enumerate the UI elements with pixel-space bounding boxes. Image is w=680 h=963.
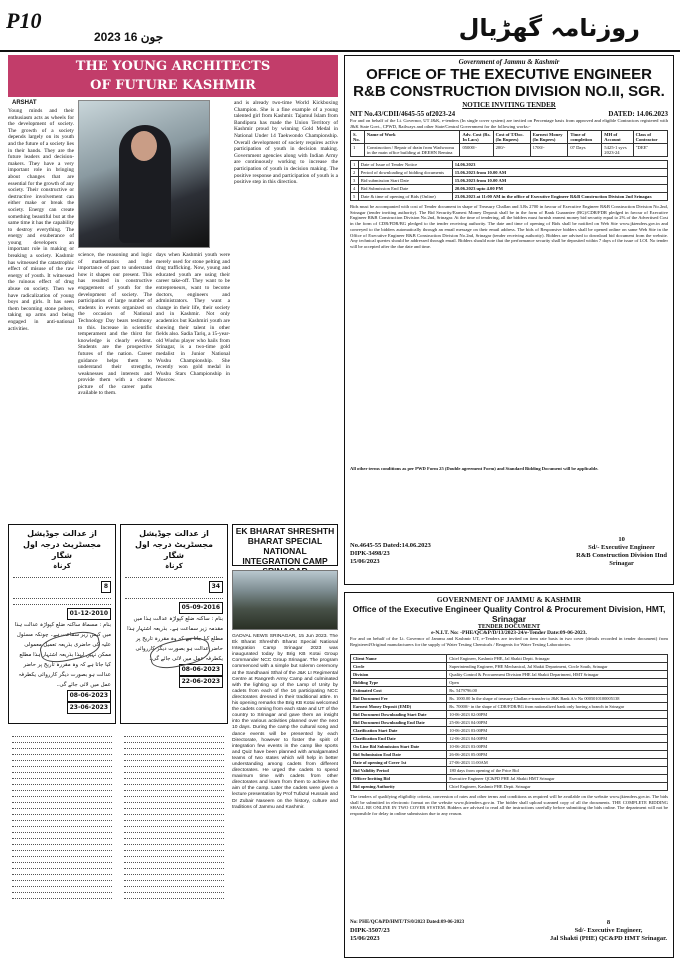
notice2-body: The tenders of qualifying eligibility criteria, conversion of rates and other terms and conditions as required will be available on the website www.jktenders.gov.in. The bids shall be submitted in electronic format on the website www.jktenders.gov.in. The bidder shall upload scanned copy of all the documents. THE COMPLETE BIDDING SHALL BE ONLINE IN TWO COVER SYSTEM. Bidders are advised to read all the instructions carefully before submitting the bids online. The department will not be responsible for delay in online submission due to any reason. [350, 794, 668, 817]
notice2-nit: e-N.I.T. No: -PHE/QC&P/D/13/2023-24/e-Tender Date:09-06-2023. [431, 630, 587, 636]
notice1-intro: For and on behalf of the Lt. Governor, UT J&K, e-tenders (In single cover system) are invited on Percentage basis from approved and eligible Contractors registered with J&K State Govt., CPWD, Railways and other State/Central Government for the following works:- [350, 118, 668, 129]
table-cell: 2 [351, 169, 359, 177]
table-row [351, 743, 668, 751]
urdu-column-left [8, 728, 116, 958]
urdu-notice-1-text: بنام : مسماۃ ساکنہ ضلع کپواڑہ عدالت ہذا میں کیس زیر سماعت ہے۔ چونکہ مسئول علیہ کی حاضری بذریعہ تعمیل معمولی ممکن نہیں لہذا بذریعہ اشتہار ہذا مطلع کیا جاتا ہے کہ وہ مقررہ تاریخ پر حاضر عدالت ہو بصورت دیگر کارروائی یکطرفہ عمل میں لائی جائے گی۔ [14, 622, 111, 688]
table-cell: Clarification End Date [351, 735, 447, 743]
table-cell: 15.06.2023 from 10.00 AM [452, 169, 667, 177]
table-header-cell: Adv. Cost (Rs. In Lacs) [460, 131, 493, 144]
table-header-cell: Time of completion [568, 131, 602, 144]
table-cell: 10-06-2023 02:00PM [447, 711, 668, 719]
table-row [351, 663, 668, 671]
urdu-notice-1-case: 8 [101, 581, 111, 593]
photo-face [131, 131, 157, 161]
urdu-notice-2-heading: از عدالت جوڈیشل مجسٹریٹ درجہ اول شگار [135, 529, 213, 560]
table-cell: 26-06-2023 05:00PM [447, 751, 668, 759]
notice1-footer-note: All other terms conditions as per PWD Form 25 (Double agreement Form) and Standard Bidding Document will be applicable. [350, 466, 599, 471]
notice2-government: GOVERNMENT OF JAMMU & KASHMIR [436, 595, 582, 604]
table-header-cell: Earnest Money (In Rupees) [530, 131, 568, 144]
table-cell: Estimated Cost [351, 687, 447, 695]
urdu-notice-2-date-b: 08-06-2023 [179, 664, 223, 676]
table-cell: 07 Days [568, 144, 602, 157]
urdu-column-right [120, 728, 228, 958]
notice2-dipk-date: 15/06/2023 [350, 935, 380, 942]
ebsb-line1: EK BHARAT SHRESHTH [235, 526, 335, 536]
urdu-filler-lines-2 [124, 734, 224, 899]
table-row [351, 679, 668, 687]
notice1-subtitle: NOTICE INVITING TENDER [462, 101, 556, 109]
table-row [351, 695, 668, 703]
notice1-dipk-date: 15/06/2023 [350, 558, 380, 565]
urdu-notice-1-date-a: 01-12-2010 [67, 608, 111, 620]
table-cell: 180 days from opening of the Price Bid [447, 767, 668, 775]
notice1-reference [350, 542, 431, 566]
table-cell: 5425-1 syvs 2023-24 [602, 144, 633, 157]
article-column-3: days when Kashmiri youth were merely used for stone pelting and drug trafficking. Now, young and educated youth are using their career take-off. They want to be entrepreneurs, want to become doctors, engineers and administrators. They want a change in their life, their society and in Kashmir. Not only academics but Kashmiri youth are showing their talent in other fields also. Sadia Tariq, a 15-year-old Wushu player who hails from Srinagar, is a two-time gold medalist in Junior National Wushu Championship. She recently won gold medal in Wushu Stars Championship in Moscow. [156, 252, 230, 384]
notice1-nit-date: DATED: 14.06.2023 [608, 110, 668, 118]
table-cell: "DEE" [633, 144, 667, 157]
article-heading [8, 55, 338, 97]
ebsb-line3: INTEGRATION CAMP [242, 556, 328, 566]
table-row [351, 671, 668, 679]
table-cell: 1700/- [530, 144, 568, 157]
notice2-intro: For and on behalf of the Lt. Governor of Jammu and Kashmir UT, e-Tenders are invited on item rate basis in two cover (details recorded in tender document) from Registered/Original manufacturers for the supply of Water Testing Chemicals / Reagents for Water Testing Laboratories. [350, 636, 668, 647]
urdu-filler-lines-1 [12, 734, 112, 899]
article-photo [78, 100, 210, 248]
notice1-government: Government of Jammu & Kashmir [458, 58, 560, 66]
table-row [351, 193, 668, 201]
table-cell: 23.06.2023 at 11:00 AM in the office of Executive Engineer R&B Construction Division 2nd Srinagar. [452, 193, 667, 201]
ebsb-photo [232, 570, 338, 630]
table-cell: 05000/- [460, 144, 493, 157]
notice2-subtitle: TENDER DOCUMENT [477, 624, 541, 630]
notice1-sign-office2: Srinagar [609, 560, 634, 567]
article-column-2: science, the reasoning and logic of mathematics and the importance of past to understand how it shapes our present. This has resulted in constructive engagement of youth for the development of society. The participation of large number of students in events organized on the occasion of National Technology Day bears testimony to this. Increase in scientific temperament and the thirst for knowledge is clearly evident. Students are the prospective futures of the nation. Career guidance helps them to understand their strengths, weaknesses and interests and provide them with a clearer picture of the career paths available to them. [78, 252, 152, 397]
table-cell: Construction / Repair of drain from Wadwoonu in the main office building at DEEHN Remina [364, 144, 460, 157]
notice1-sign-office1: R&B Construction Division IInd [576, 552, 667, 559]
table-cell: Bid Validity Period [351, 767, 447, 775]
table-cell: 4 [351, 185, 359, 193]
notice2-reference [350, 919, 464, 943]
notice1-nit-no: NIT No.43/CDII/4645-55 of2023-24 [350, 110, 456, 118]
table-cell: Rs. 1000.00 In the shape of treasury Challan e-transfer to J&K Bank A/c No 0005010100005138 [447, 695, 668, 703]
table-cell: Circle [351, 663, 447, 671]
table-row [351, 161, 668, 169]
table-cell: 1 [351, 144, 365, 157]
ebsb-heading [232, 524, 338, 566]
table-cell: 25-06-2023 04:00PM [447, 719, 668, 727]
table-row [351, 177, 668, 185]
tender-notice-phe [344, 592, 674, 958]
notice1-signature [576, 536, 667, 568]
notice2-signature [550, 919, 667, 943]
table-row [351, 735, 668, 743]
ebsb-line2: BHARAT SPECIAL NATIONAL [247, 536, 323, 556]
table-row [351, 169, 668, 177]
table-cell: Client Name [351, 655, 447, 663]
ebsb-article-text: GADVAL NEWS SRINAGAR, 15 Jun 2023. The Ek Bharat Shreshth Bharat Special National Integration Camp Srinagar 2023 was inaugurated today by Brig KB Kotai Group Commander NCC Group Srinagar. The program commenced with a simple but solemn ceremony at the Sandhaani Sthal of the J&K LI Regimental Centre at Rangreth Army Camp and culminated with the lighting up of the Lamp of Unity by cadets from each of the 16 participating NCC directorates dressed in their traditional attire. In his opening remarks the Brig KB Kotai welcomed the cadets coming from each state and UT of the country to Srinagar and gave them an insight into the various activities planned over the next 10 days. During the camp the cultural song and dance events will be presented by each Directorate, however to foster the spirit of integration few events in the camp like sports and Quiz have been planned with amalgamated teams of two states which will help in better understanding among cadets from different directorates. He urged the cadets to spend maximum time with cadets from other directorates and learn from them to achieve the aim of the camp. Later the cadets were given a lecture presentation by Prof Tufazul Hussain and Dr Zubair Naseem on the history, culture and traditions of Jammu and Kashmir. [232, 634, 338, 810]
table-header-cell: Cost of T/Doc. (In Rupees) [493, 131, 530, 144]
notice1-body: Bids must be accompanied with cost of Tender document in shape of Treasury Challan and 3.Rs 2700 in favour of Executive Engineer R&B Construction Division No.2nd, Srinagar (tender inviting authority). The Bid Security/Earnest Money Deposit shall be in the form of Bank Guarantee (BG)/CDR/FDR pledged in favour of Executive Engineer R&B Construction Division No.2nd, Srinagar. At the time of tendering, all the bidders must furnish earnest money bid security equal to 2% of the Advertised Cost in the form of CDR/FDR/BG pledged to the tender receiving authority. The date and time of opening of Bids shall be notified on Web Site www.jktenders.gov.in and conveyed to the bidders automatically through an email message on their email address. The bids of Responsive bidders shall be opened online on same Web Site in the Office of Executive Engineer R&B Construction Division No.2nd, Srinagar (tender receiving authority). Bidders are advised to download bid document from the website. Any technical queries should be addressed through email. Bidders should note that the performance security shall be deposited within 7 days of the issue of LOI. No tender will be accepted after the due date and time. [350, 204, 668, 249]
table-cell: Division [351, 671, 447, 679]
notice2-sign-no: 8 [606, 919, 611, 926]
urdu-notice-2-date-a: 05-09-2016 [179, 602, 223, 614]
table-cell: Quality Control & Procurement Division PHE Jal Shakti Department, HMT Srinagar [447, 671, 668, 679]
table-row [351, 185, 668, 193]
table-cell: 10-06-2023 03:00PM [447, 743, 668, 751]
table-cell: Chief Engineer, Kashmir PHE Deptt. Srinagar [447, 783, 668, 791]
table-cell: Executive Engineer QC&PD PHE Jal Shakti HMT Srinagar [447, 775, 668, 783]
table-cell: Bid Document Downloading Start Date [351, 711, 447, 719]
notice1-work-table [350, 130, 668, 157]
urdu-notice-2-text: بنام : ساکنہ ضلع کپواڑہ عدالت ہذا میں مقدمہ زیر سماعت ہے۔ بذریعہ اشتہار ہذا مطلع کیا جاتا ہے کہ وہ مقررہ تاریخ پر حاضر عدالت ہو بصورت دیگر کارروائی یکطرفہ عمل میں لائی جائے گی۔ [127, 616, 223, 662]
table-header-cell: Class of Contractor [633, 131, 667, 144]
notice2-sign-label: Sd/- Executive Engineer, [574, 927, 643, 934]
table-cell: 3 [351, 177, 359, 185]
table-cell: 5 [351, 193, 359, 201]
notice1-no: No.4645-55 Dated:14.06.2023 [350, 542, 431, 549]
table-cell: Rs. 70000/- in the shape of CDR/FDR/BG from nationalized bank only having a branch in Srinagar [447, 703, 668, 711]
page-number: P10 [6, 8, 42, 33]
urdu-notice-1-heading: از عدالت جوڈیشل مجسٹریٹ درجہ اول شگار [23, 529, 101, 560]
table-cell: 20.06.2023 upto 4.00 PM [452, 185, 667, 193]
table-cell: On Line Bid Submission Start Date [351, 743, 447, 751]
table-cell: 12-06-2023 04:00PM [447, 735, 668, 743]
notice1-office-line1: OFFICE OF THE EXECUTIVE ENGINEER [366, 66, 652, 83]
table-row [351, 751, 668, 759]
table-cell: Earnest Money Deposit (EMD) [351, 703, 447, 711]
table-cell: 200/- [493, 144, 530, 157]
table-cell: Date & time of opening of Bids (Online) [358, 193, 452, 201]
table-cell: 15.06.2023 from 10.00 AM [452, 177, 667, 185]
article-column-4: and is already two-time World Kickboxing Champion. She is a fine example of a young talented girl from Kashmir. Tajamul Islam from Bandipora has made the Union Territory of Kashmir proud by winning Gold Medal in National Under 14 Taekwondo Championship. Overall development of society requires active participation of youth in decision making. Government agencies along with Indian Army are continuously working to increase the participation of youth in decision making. The positive response and participation of youth is a positive step in this direction. [234, 100, 338, 186]
notice2-sign-office: Jal Shakti (PHE) QC&PD HMT Srinagar. [549, 935, 667, 942]
table-cell: 1 [351, 161, 359, 169]
table-cell: Date of Issue of Tender Notice [358, 161, 452, 169]
notice1-sign-label: Sd/- Executive Engineer [588, 544, 655, 551]
urdu-notice-2-case: 34 [209, 581, 223, 593]
table-row [351, 767, 668, 775]
table-cell: Chief Engineer, Kashmir PHE, Jal Shakti Deptt. Srinagar [447, 655, 668, 663]
table-cell: Bid Document Downloading End Date [351, 719, 447, 727]
table-cell: Rs. 5479796.00 [447, 687, 668, 695]
table-row [351, 711, 668, 719]
notice1-schedule-table [350, 160, 668, 201]
table-cell: 27-06-2023 11:00AM [447, 759, 668, 767]
article-heading-line2: OF FUTURE KASHMIR [90, 78, 256, 93]
masthead [0, 0, 680, 52]
urdu-notice-1-sub: کرناہ [53, 562, 71, 570]
table-header-cell: MH of Account [602, 131, 633, 144]
table-cell: 14.06.2023 [452, 161, 667, 169]
notice2-office: Office of the Executive Engineer Quality Control & Procurement Division, HMT, Srinagar [352, 604, 666, 624]
notice2-details-table [350, 654, 668, 791]
newspaper-title: روزنامہ گھڑیال [458, 14, 640, 42]
table-row [351, 655, 668, 663]
table-row [351, 703, 668, 711]
urdu-court-notice-1 [8, 524, 116, 724]
article-column-1: Young minds and their enthusiasm acts as wheels for the development of society. The growth of a society depends largely on its youth and the future of a society lies in their hands. They are the future leaders and decision-makers. They have a very important role in bringing about changes that are essential for the growth of any society. Their constructive or destructive involvement can either make or break the society. Energy can create something beautiful but at the same time it has the capability to destroy everything. The energy and exuberance of young developers an important role in making or breaking a society. Kashmir has witnessed the catastrophic effect of misuse of the raw energy of youth. It witnessed the ruinous effect of drug abuse on society. Then we have radicalization of young boys and girls. It has seen them becoming stone pelters, taking up arms and being engaged in anti-national activities. [8, 108, 74, 332]
table-header-cell: S. No. [351, 131, 365, 144]
urdu-notice-2-date-c: 22-06-2023 [179, 676, 223, 688]
table-cell: 10-06-2023 03:00PM [447, 727, 668, 735]
notice2-no: No: PHE/QC&PD/HMT/TS/0/2023 Dated:09-06-2023 [350, 920, 465, 925]
table-header-cell: Name of Work [364, 131, 460, 144]
table-cell: Officer Inviting Bid [351, 775, 447, 783]
urdu-notice-1-date-c: 23-06-2023 [67, 702, 111, 714]
notice2-dipk: DIPK-3507/23 [350, 927, 390, 934]
notice1-office-line2: R&B CONSTRUCTION DIVISION NO.II, SGR. [353, 83, 665, 100]
notice1-sign-no: 10 [618, 536, 625, 543]
table-cell: Clarification Start Date [351, 727, 447, 735]
notice1-dipk: DIPK-3498/23 [350, 550, 390, 557]
table-row [351, 759, 668, 767]
table-row [351, 727, 668, 735]
table-cell: Bid Document Fee [351, 695, 447, 703]
article-byline: ARSHAT [12, 100, 37, 106]
table-cell: Date of opening of Cover 1st [351, 759, 447, 767]
table-cell: Bid Submission End Date [351, 751, 447, 759]
table-cell: Bidding Type [351, 679, 447, 687]
issue-date: 2023 جون 16 [94, 30, 164, 44]
table-cell: Bid opening Authority [351, 783, 447, 791]
table-row [351, 719, 668, 727]
urdu-notice-1-date-b: 08-06-2023 [67, 690, 111, 702]
table-cell: Open [447, 679, 668, 687]
urdu-notice-2-sub: کرناہ [165, 562, 183, 570]
table-cell: Superintending Engineer, PHE Mechanical, Jal Shakti Department, Circle South, Srinagar [447, 663, 668, 671]
table-row [351, 783, 668, 791]
urdu-court-notice-2 [120, 524, 228, 724]
table-cell: Period of downloading of bidding documents [358, 169, 452, 177]
table-row [351, 775, 668, 783]
table-cell: Bid Submission End Date [358, 185, 452, 193]
tender-notice-rb [344, 55, 674, 585]
table-row [351, 687, 668, 695]
article-heading-line1: THE YOUNG ARCHITECTS [75, 59, 271, 74]
table-cell: Bid submission Start Date [358, 177, 452, 185]
